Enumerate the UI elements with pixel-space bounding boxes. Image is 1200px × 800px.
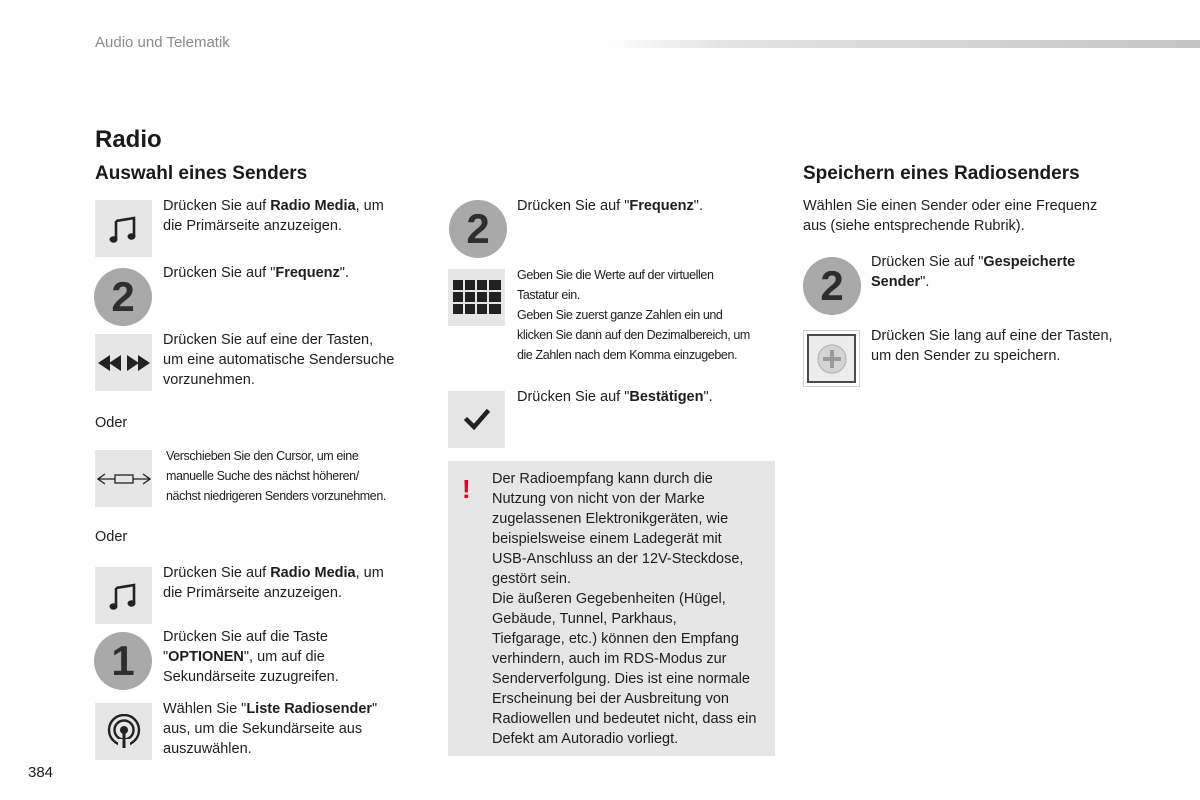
left-section-heading: Auswahl eines Senders [95, 163, 308, 184]
step-number-badge: 2 [94, 268, 152, 326]
left-step1-text: Drücken Sie auf Radio Media, um die Primärseite anzuzeigen. [163, 198, 384, 234]
warning-icon: ! [462, 474, 471, 504]
checkmark-icon [448, 391, 505, 448]
left-step5-text: Drücken Sie auf Radio Media, um die Primärseite anzuzeigen. [163, 565, 384, 601]
cursor-slider-icon [95, 450, 152, 507]
right-section-heading: Speichern eines Radiosenders [803, 163, 1080, 184]
middle-step1-text: Drücken Sie auf "Frequenz". [517, 198, 703, 214]
oder-label: Oder [95, 529, 128, 545]
add-preset-icon [803, 330, 860, 387]
left-step4-text: Verschieben Sie den Cursor, um eine manuelle Suche des nächst höheren/ nächst niedrigeren Senders vorzunehmen. [166, 449, 386, 503]
music-note-icon [95, 567, 152, 624]
left-step6-text: Drücken Sie auf die Taste "OPTIONEN", um auf die Sekundärseite zuzugreifen. [163, 629, 339, 685]
step-number-badge: 2 [803, 257, 861, 315]
step-number-badge: 2 [449, 200, 507, 258]
middle-step3-text: Drücken Sie auf "Bestätigen". [517, 389, 713, 405]
left-step2-text: Drücken Sie auf "Frequenz". [163, 265, 349, 281]
page-number: 384 [28, 764, 54, 781]
right-step2-text: Drücken Sie lang auf eine der Tasten, um den Sender zu speichern. [871, 328, 1113, 364]
keypad-icon [448, 269, 505, 326]
radio-antenna-icon [95, 703, 152, 760]
oder-label: Oder [95, 415, 128, 431]
seek-arrows-icon [95, 334, 152, 391]
middle-step2-text: Geben Sie die Werte auf der virtuellen Tastatur ein. Geben Sie zuerst ganze Zahlen ein und klicken Sie dann auf den Dezimalbereich, um die Zahlen nach dem Komma einzugeben. [517, 268, 750, 362]
page-title: Radio [95, 126, 162, 153]
left-step3-text: Drücken Sie auf eine der Tasten, um eine automatische Sendersuche vorzunehmen. [163, 332, 395, 388]
left-step7-text: Wählen Sie "Liste Radiosender" aus, um die Sekundärseite aus auszuwählen. [163, 701, 378, 757]
right-step1-text: Drücken Sie auf "Gespeicherte Sender". [871, 254, 1076, 290]
warning-text: Der Radioempfang kann durch die Nutzung von nicht von der Marke zugelassenen Elektronikgeräten, wie beispielsweise einem Ladegerät mit USB-Anschluss an der 12V-Steckdose, gestört sein. Die äußeren Gegebenheiten (Hügel, Gebäude, Tunnel, Parkhaus, Tiefgarage, etc.) können den Empfang verhindern, auch im RDS-Modus zur Senderverfolgung. Dies ist eine normale Erscheinung bei der Ausbreitung von Radiowellen und bedeutet nicht, dass ein Defekt am Autoradio vorliegt. [492, 471, 757, 747]
step-number-badge: 1 [94, 632, 152, 690]
music-note-icon [95, 200, 152, 257]
right-intro-text: Wählen Sie einen Sender oder eine Frequenz aus (siehe entsprechende Rubrik). [803, 198, 1098, 234]
header-section-title: Audio und Telematik [95, 34, 230, 51]
header-gradient-bar [600, 40, 1200, 48]
